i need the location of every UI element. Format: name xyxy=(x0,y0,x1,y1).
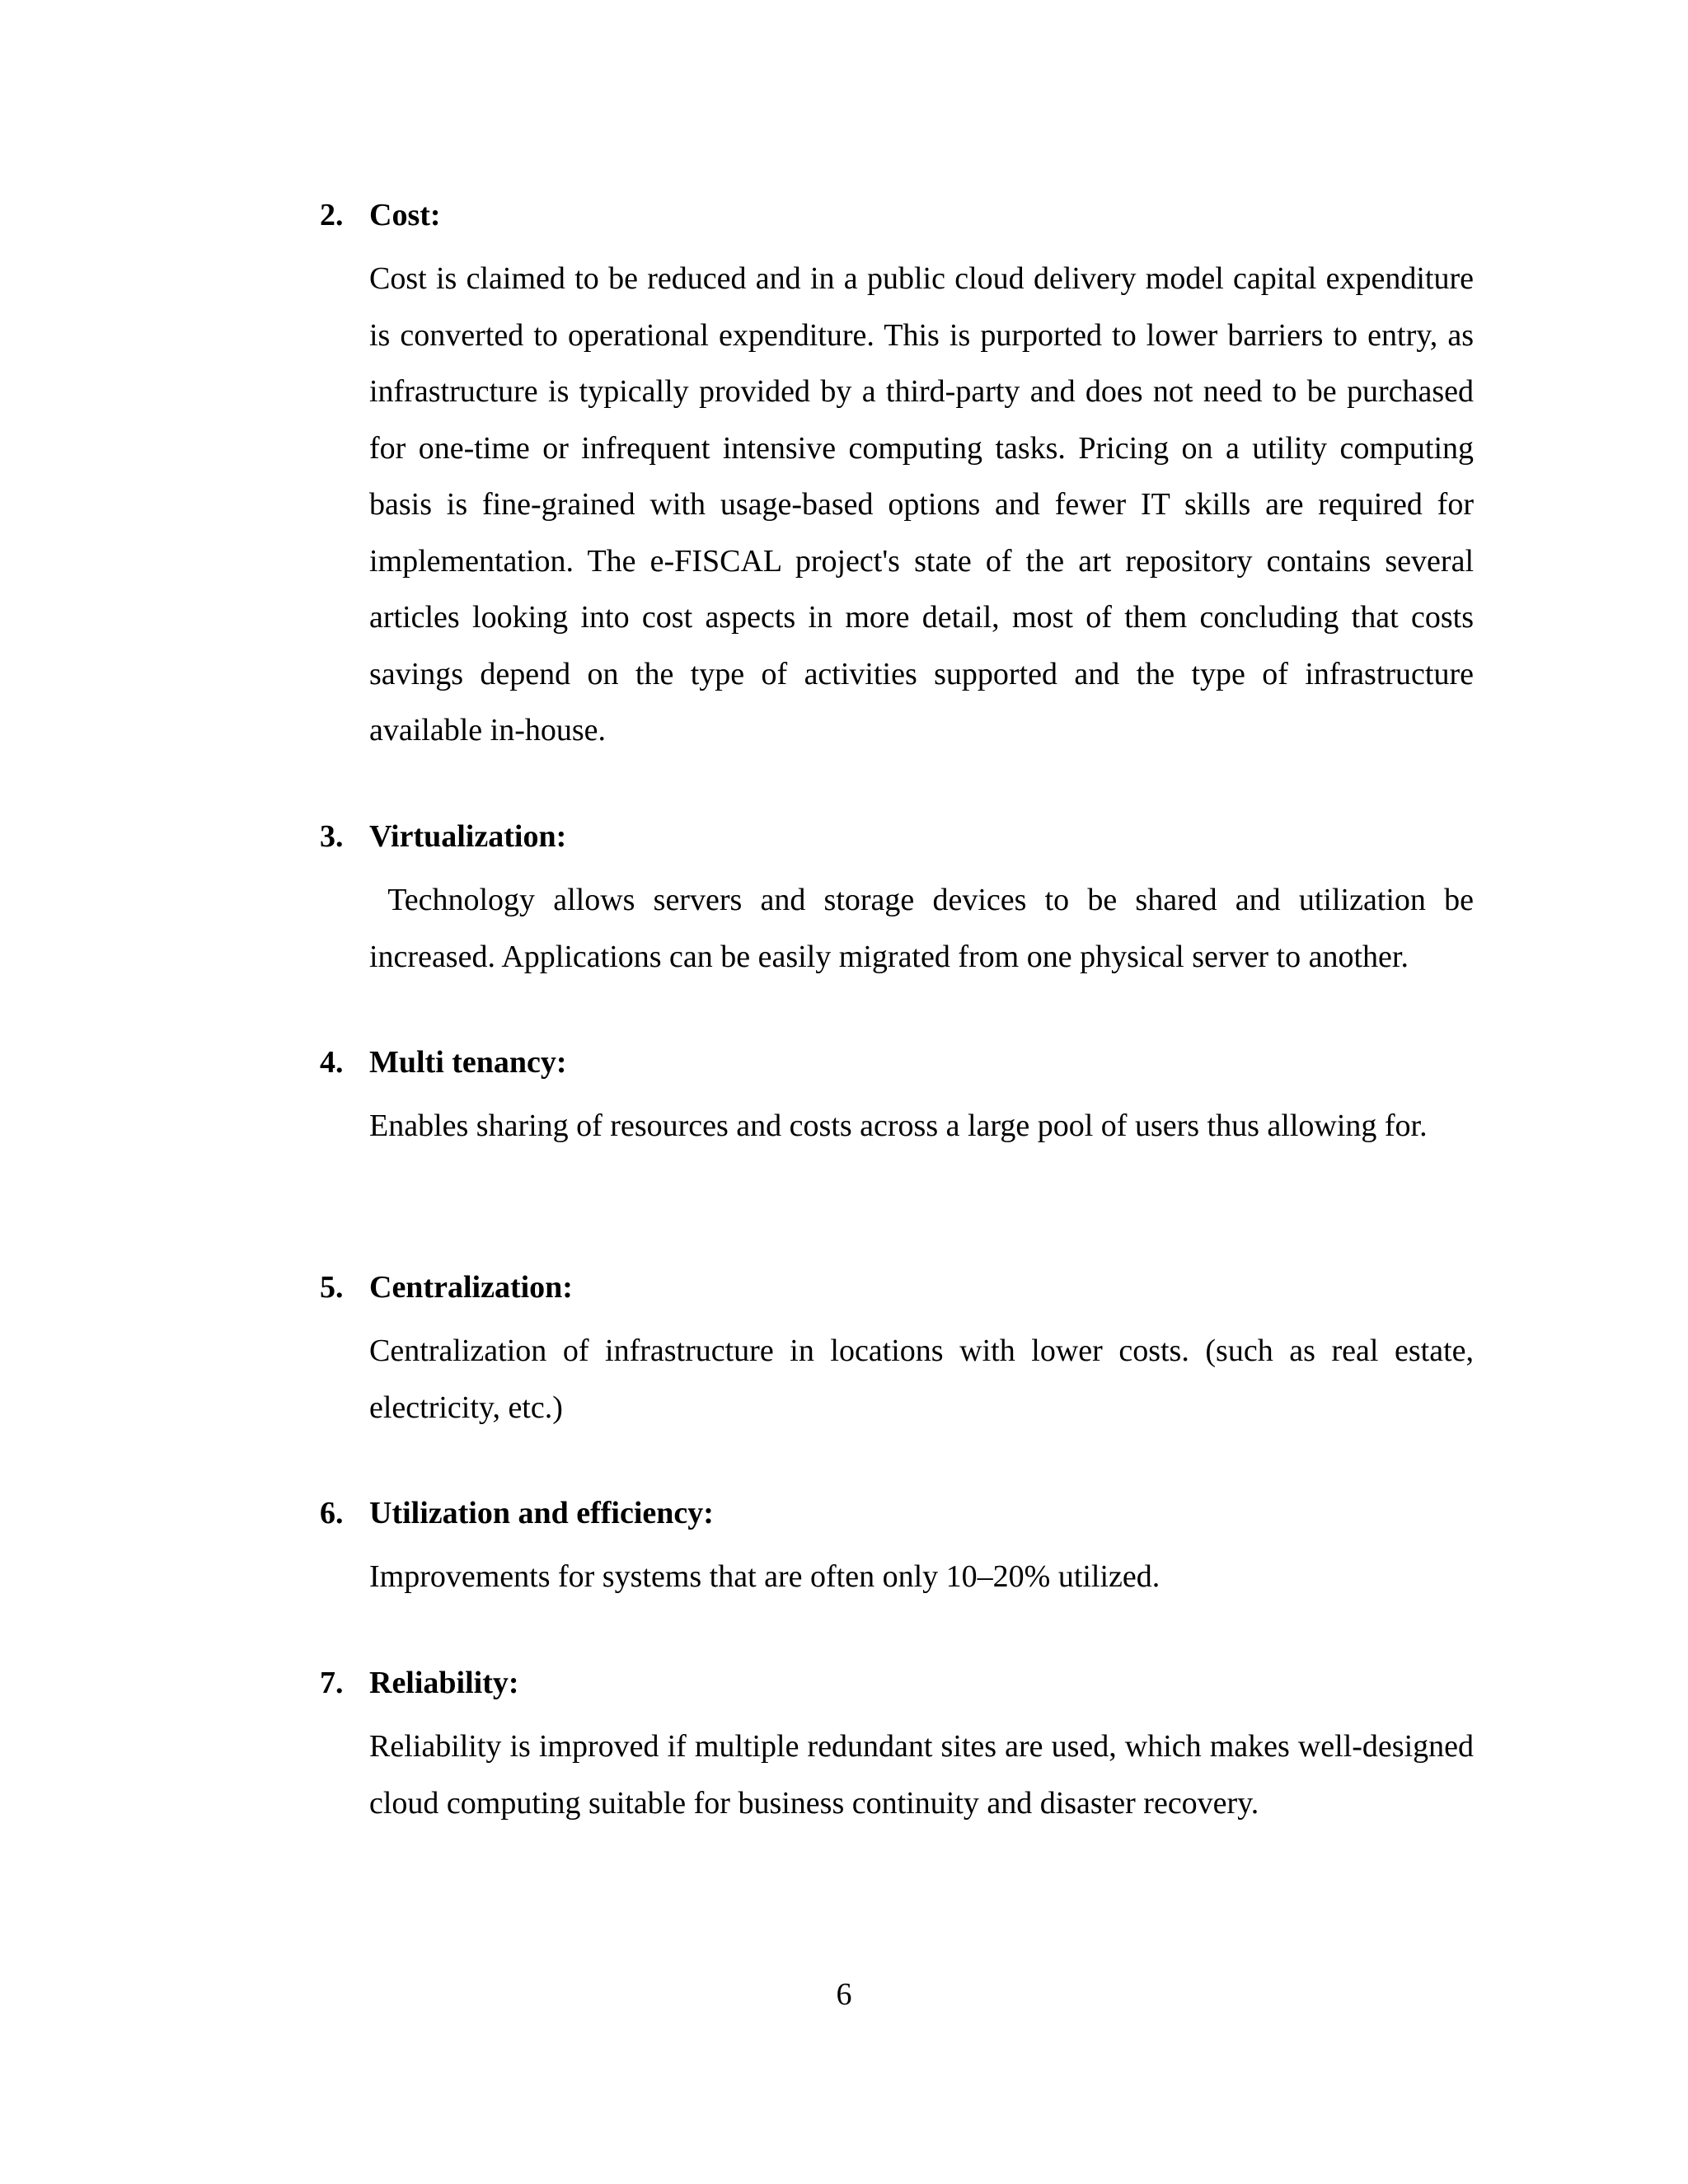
section-heading xyxy=(320,1493,1474,1534)
section-title: Cost: xyxy=(369,198,441,232)
section-title: Multi tenancy: xyxy=(369,1045,567,1080)
section-number: 2. xyxy=(320,198,344,232)
section-body: Enables sharing of resources and costs across a large pool of users thus allowing for. xyxy=(369,1108,1428,1143)
section-virtualization xyxy=(320,816,1482,985)
section-body: Cost is claimed to be reduced and in a public cloud delivery model capital expenditure is converted to operational expenditure. This is purported to lower barriers to entry, as infrastructure is typically provided by a third-party and does not need to be purchased for one-time or infrequent intensive computing tasks. Pricing on a utility computing basis is fine-grained with usage-based options and fewer IT skills are required for implementation. The e-FISCAL project's state of the art repository contains several articles looking into cost aspects in more detail, most of them concluding that costs savings depend on the type of activities supported and the type of infrastructure available in-house. xyxy=(369,261,1474,748)
section-number: 6. xyxy=(320,1496,344,1530)
section-title: Utilization and efficiency: xyxy=(369,1496,714,1530)
section-body: Reliability is improved if multiple redundant sites are used, which makes well-designed cloud computing suitable for business continuity and disaster recovery. xyxy=(369,1729,1474,1821)
section-heading xyxy=(320,1267,1474,1308)
section-utilization-efficiency xyxy=(320,1493,1474,1605)
section-title: Centralization: xyxy=(369,1270,573,1305)
section-centralization xyxy=(320,1267,1474,1436)
section-body: Technology allows servers and storage devices to be shared and utilization be increased. Applications can be easily migrated from one physical server to another. xyxy=(369,883,1482,974)
section-multi-tenancy xyxy=(320,1042,1474,1155)
section-title: Virtualization: xyxy=(369,819,567,854)
section-number: 3. xyxy=(320,819,344,854)
section-reliability xyxy=(320,1662,1474,1831)
section-body: Improvements for systems that are often only 10–20% utilized. xyxy=(369,1559,1160,1594)
section-number: 4. xyxy=(320,1045,344,1080)
section-cost xyxy=(320,194,1474,759)
section-title: Reliability: xyxy=(369,1666,519,1700)
section-number: 7. xyxy=(320,1666,344,1700)
section-body: Centralization of infrastructure in locations with lower costs. (such as real estate, electricity, etc.) xyxy=(369,1333,1474,1425)
section-number: 5. xyxy=(320,1270,344,1305)
section-heading xyxy=(320,1042,1474,1083)
section-heading xyxy=(320,816,1474,857)
section-heading xyxy=(320,194,1474,236)
section-heading xyxy=(320,1662,1474,1704)
page-number: 6 xyxy=(836,1977,852,2012)
